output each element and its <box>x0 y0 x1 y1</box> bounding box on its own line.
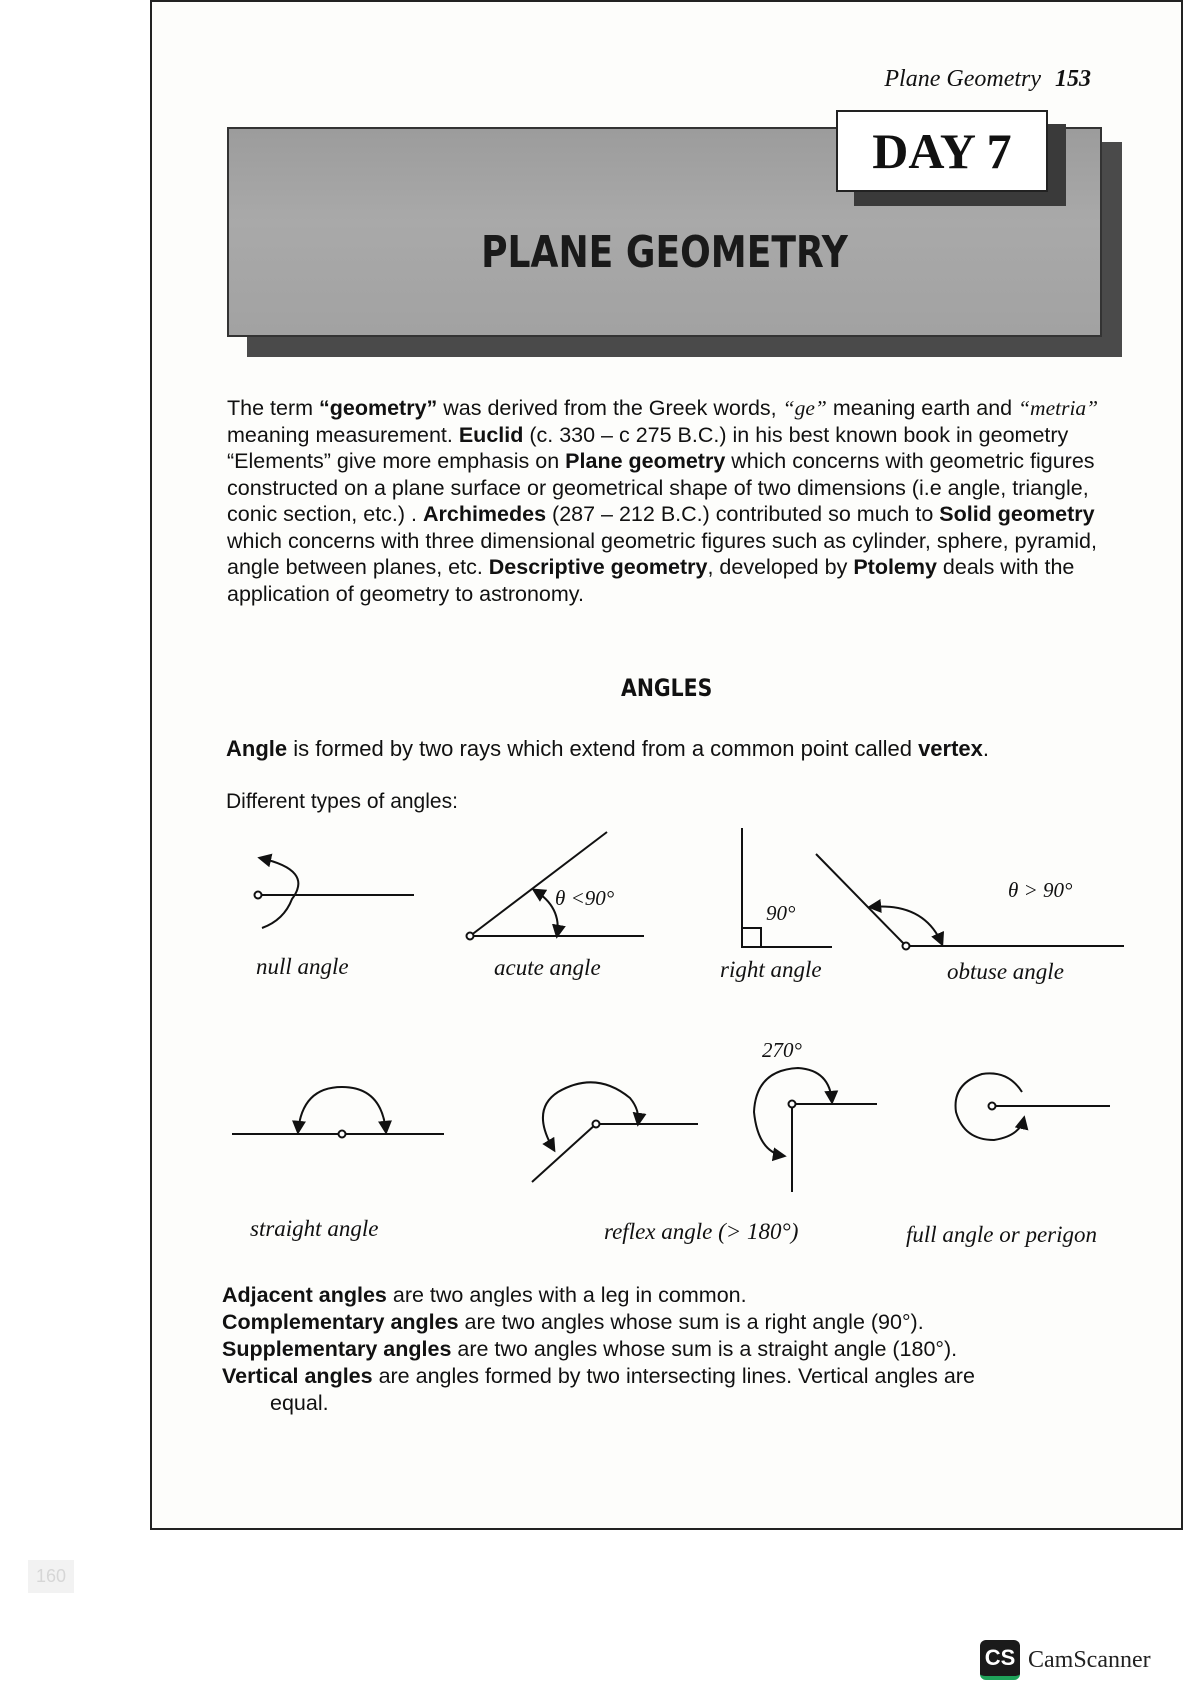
term-descriptive-geometry: Descriptive geometry <box>488 555 708 579</box>
null-angle-caption: null angle <box>256 954 349 979</box>
full-angle-caption: full angle or perigon <box>906 1222 1098 1247</box>
term-ptolemy: Ptolemy <box>853 555 937 579</box>
term-geometry: “geometry” <box>319 396 438 420</box>
straight-angle-caption: straight angle <box>250 1216 379 1241</box>
camscanner-brand: CamScanner <box>1028 1646 1151 1673</box>
obtuse-angle-caption: obtuse angle <box>947 959 1064 984</box>
term-solid-geometry: Solid geometry <box>939 502 1095 526</box>
term-archimedes: Archimedes <box>422 502 547 526</box>
reflex-angle-diagram <box>532 1082 698 1182</box>
reflex-270-label: 270° <box>762 1038 802 1062</box>
side-page-number: 160 <box>28 1560 74 1593</box>
page-frame <box>150 0 1183 1530</box>
full-angle-diagram <box>956 1073 1110 1140</box>
term-vertical: Vertical angles are angles formed by two intersecting lines. Vertical angles are <box>222 1364 975 1388</box>
right-angle-diagram <box>742 828 832 947</box>
straight-angle-diagram <box>232 1087 444 1138</box>
term-supplementary: Supplementary angles are two angles whose sum is a straight angle (180°). <box>222 1337 958 1361</box>
obtuse-angle-label: θ > 90° <box>1008 878 1073 902</box>
acute-angle-caption: acute angle <box>494 955 601 980</box>
day-label: DAY 7 <box>836 110 1048 192</box>
term-euclid: Euclid <box>458 422 524 447</box>
page-number: 153 <box>1055 66 1091 92</box>
reflex-angle-caption: reflex angle (> 180°) <box>604 1219 799 1244</box>
right-angle-label: 90° <box>766 901 796 925</box>
term-adjacent: Adjacent angles are two angles with a leg in common. <box>222 1283 747 1307</box>
term-vertical-continuation: equal. <box>270 1391 329 1415</box>
obtuse-angle-diagram <box>816 854 1124 950</box>
section-heading-angles: ANGLES <box>620 674 713 702</box>
angle-definition: Angle is formed by two rays which extend from a common point called vertex. <box>226 736 990 761</box>
types-label: Different types of angles: <box>226 790 458 813</box>
intro-paragraph: The term “geometry” was derived from the Greek words, “ge” meaning earth and “metria” meaning measurement. Euclid (c. 330 – c 275 B.C.) in his best known book in geometry “Elements” give more emphasis on Plane geometry which concerns with geometric figures constructed on a plane surface or geometrical shape of two dimensions (i.e angle, triangle, conic section, etc.) . Archimedes (287 – 212 B.C.) contributed so much to Solid geometry which concerns with three dimensional geometric figures such as cylinder, sphere, pyramid, angle between planes, etc. Descriptive geometry, developed by Ptolemy deals with the application of geometry to astronomy. <box>227 396 1099 606</box>
camscanner-logo-icon: CS <box>980 1640 1020 1680</box>
right-angle-caption: right angle <box>720 957 822 982</box>
chapter-title: PLANE GEOMETRY <box>481 227 848 278</box>
acute-angle-label: θ <90° <box>555 886 615 910</box>
angle-terms-list <box>222 1282 1122 1417</box>
term-complementary: Complementary angles are two angles whose sum is a right angle (90°). <box>222 1310 924 1334</box>
term-plane-geometry: Plane geometry <box>565 449 726 473</box>
null-angle-diagram <box>255 858 415 928</box>
angle-diagrams <box>152 2 1182 1262</box>
running-title: Plane Geometry <box>884 66 1041 92</box>
reflex-270-diagram <box>754 1068 877 1192</box>
camscanner-watermark <box>980 1640 1151 1680</box>
